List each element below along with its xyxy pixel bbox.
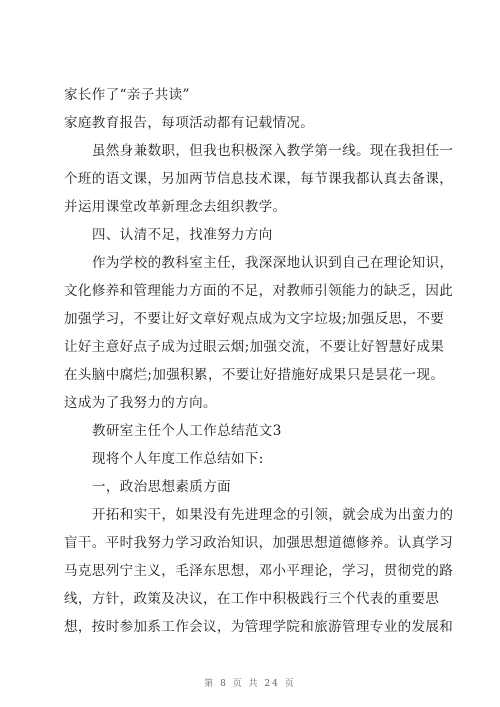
intro-line: 现将个人年度工作总结如下: [92, 451, 264, 467]
text-line: 想，按时参加系工作会议，为管理学院和旅游管理专业的发展和 [64, 619, 454, 635]
text-line: 这成为了我努力的方向。 [64, 395, 217, 411]
text-line: 让好主意好点子成为过眼云烟;加强交流，不要让好智慧好成果 [64, 339, 445, 355]
paragraph-start-line: 作为学校的教科室主任，我深深地认识到自己在理论知识， [92, 255, 454, 271]
text-line: 加强学习，不要让好文章好观点成为文字垃圾;加强反思，不要 [64, 311, 445, 327]
text-line: 马克思列宁主义，毛泽东思想，邓小平理论，学习，贯彻党的路 [64, 563, 454, 579]
paragraph-start-line: 虽然身兼数职，但我也积极深入教学第一线。现在我担任一 [92, 143, 454, 159]
article-title: 教研室主任个人工作总结范文3 [92, 423, 282, 439]
text-line: 并运用课堂改革新理念去组织教学。 [64, 199, 287, 215]
page-number: 第 8 页 共 24 页 [204, 679, 296, 689]
text-line: 盲干。平时我努力学习政治知识，加强思想道德修养。认真学习 [64, 535, 454, 551]
text-line: 家庭教育报告，每项活动都有记载情况。 [64, 115, 315, 131]
text-line: 文化修养和管理能力方面的不足，对教师引领能力的缺乏，因此 [64, 283, 454, 299]
text-line: 家长作了“亲子共读” [64, 87, 190, 103]
document-body [64, 84, 454, 644]
paragraph-start-line: 开拓和实干，如果没有先进理念的引领，就会成为出蛮力的 [92, 507, 454, 523]
text-line: 在头脑中腐烂;加强积累，不要让好措施好成果只是昙花一现。 [64, 367, 445, 383]
text-line: 个班的语文课，另加两节信息技术课，每节课我都认真去备课， [64, 171, 454, 187]
section-heading: 四、认清不足，找准努力方向 [92, 227, 273, 243]
text-line: 线，方针，政策及决议，在工作中积极践行三个代表的重要思 [64, 591, 440, 607]
section-heading: 一，政治思想素质方面 [92, 479, 231, 495]
